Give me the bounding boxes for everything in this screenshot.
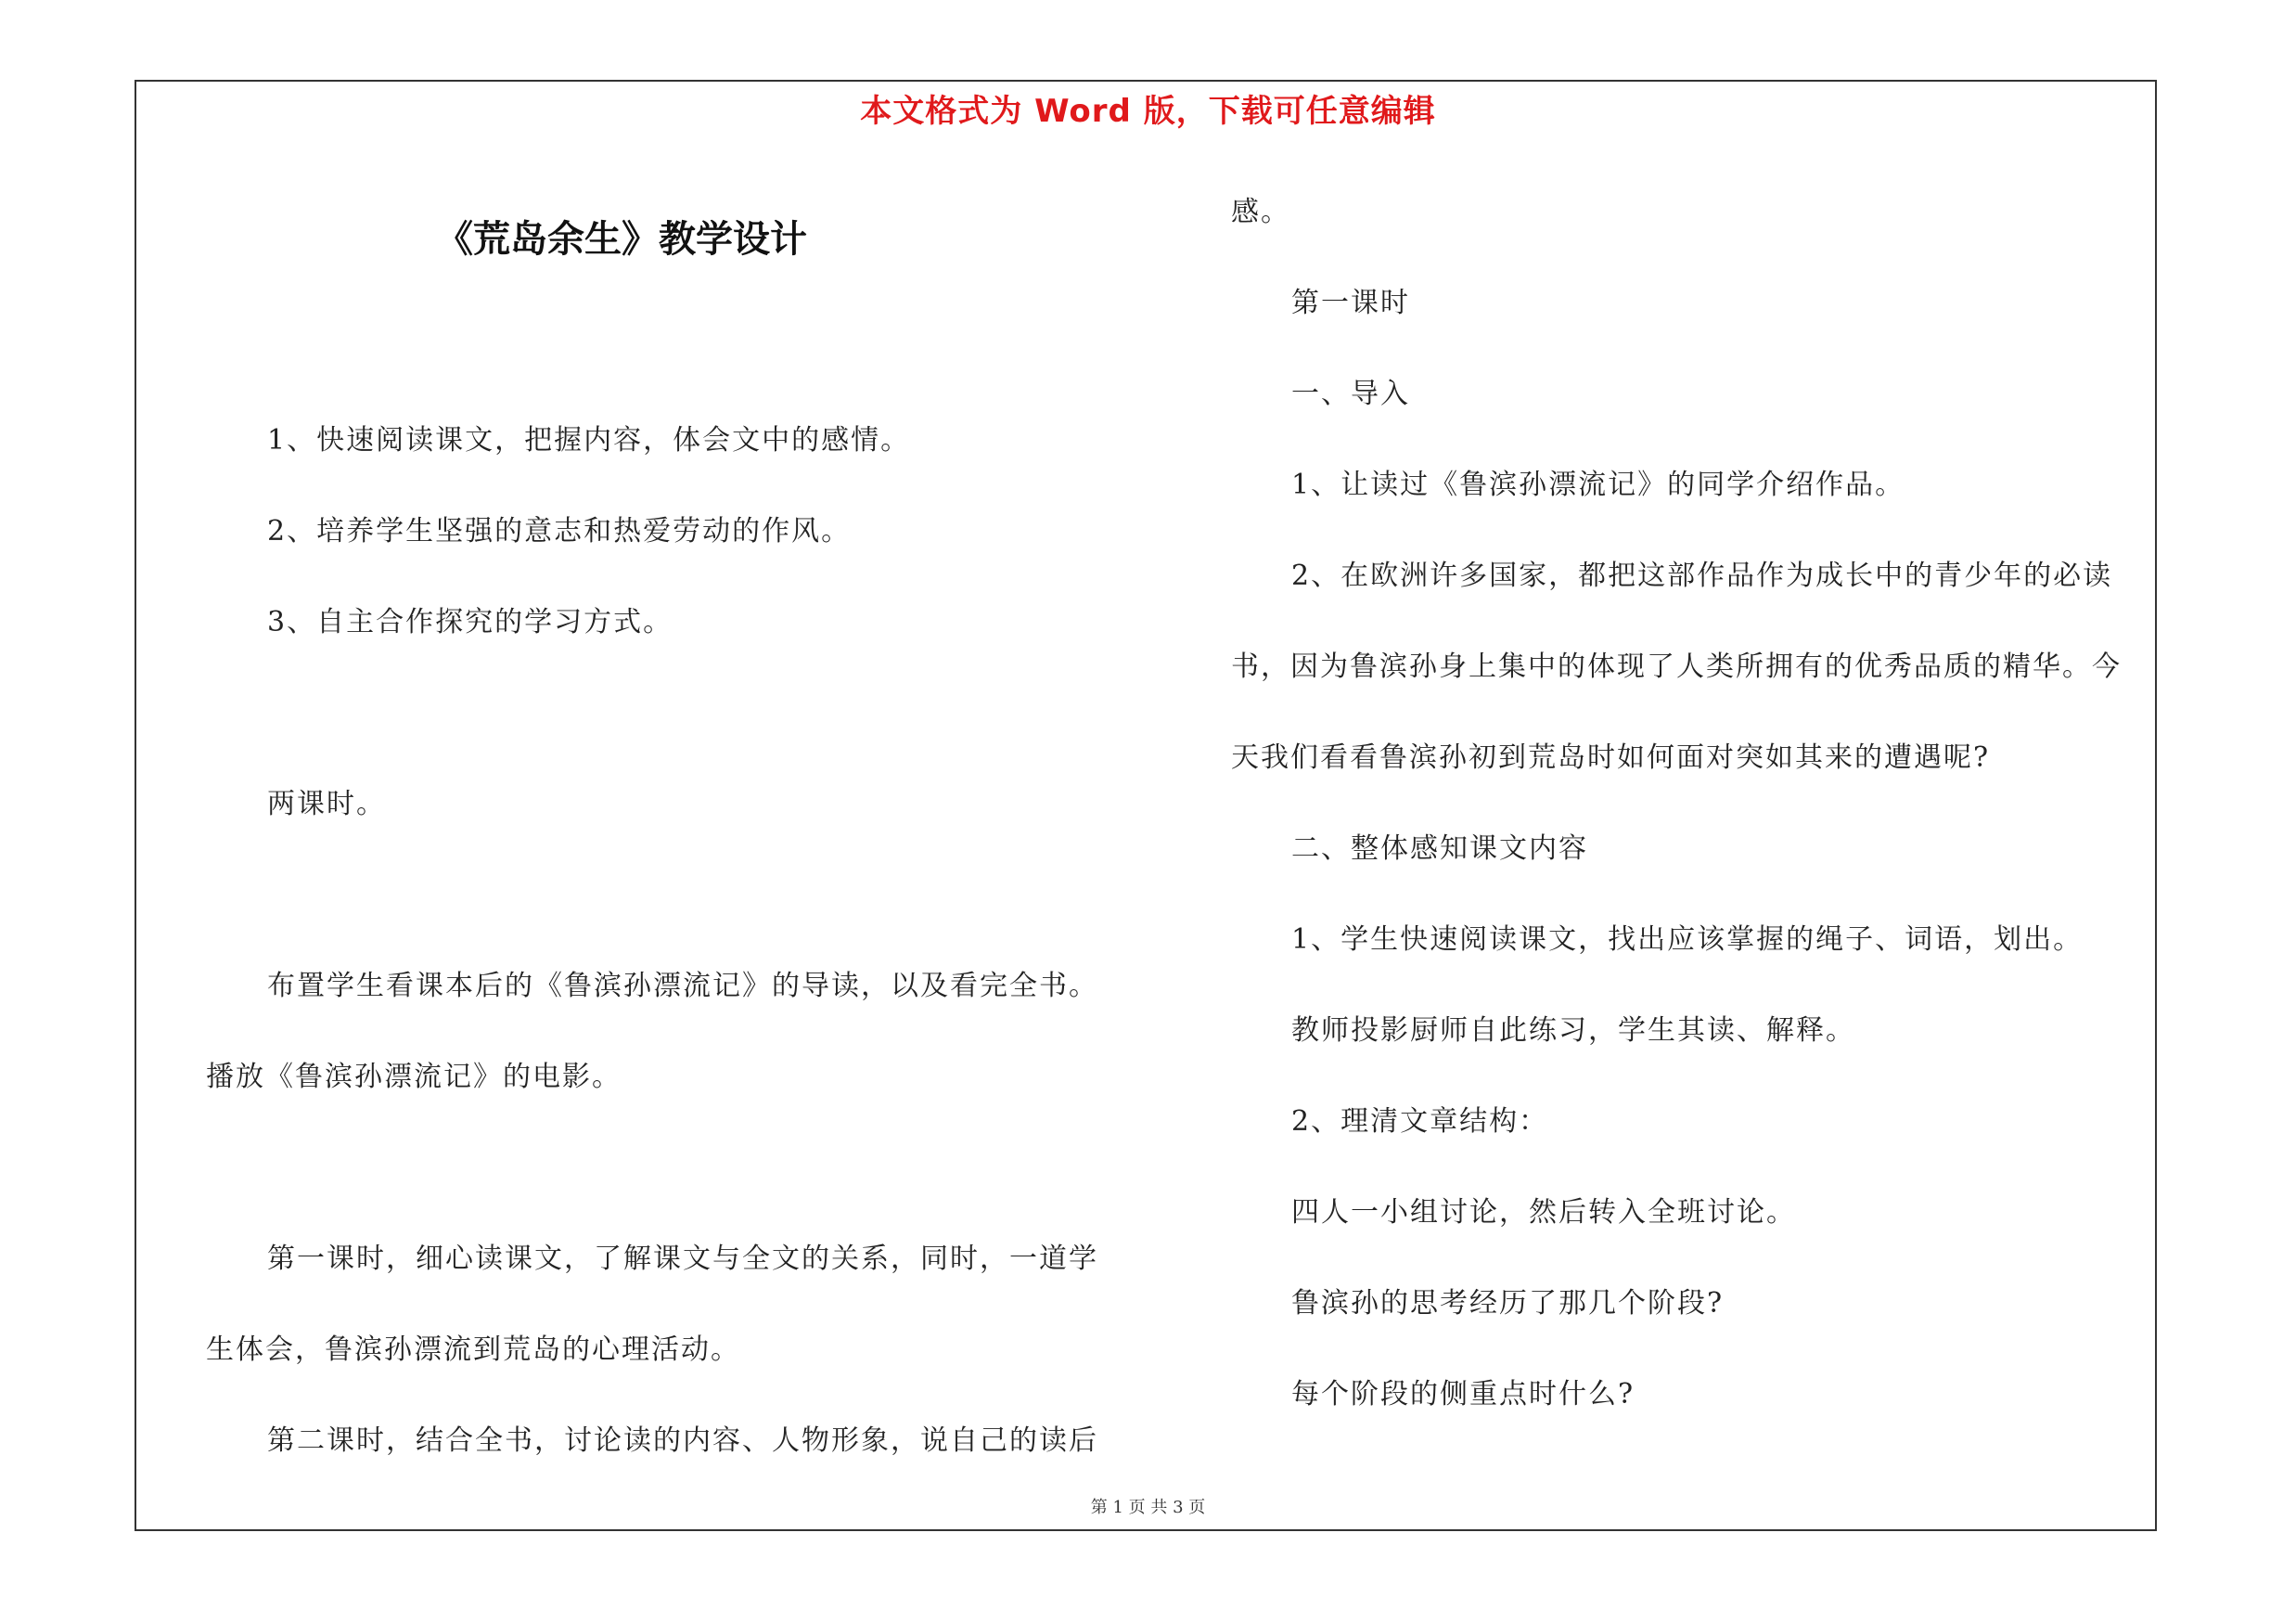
objective-line: 1、快速阅读课文，把握内容，体会文中的感情。 [267,424,911,457]
page-number-footer: 第 1 页 共 3 页 [1090,1498,1206,1517]
body-line: 1、学生快速阅读课文，找出应该掌握的绳子、词语，划出。 [1291,923,2084,956]
page-frame [135,80,2157,1531]
section-heading: 一、导入 [1291,378,1410,410]
section-heading: 二、整体感知课文内容 [1291,832,1588,865]
lesson-plan-line: 第二课时，结合全书，讨论读的内容、人物形象，说自己的读后 [267,1424,1098,1457]
lesson-plan-line: 生体会，鲁滨孙漂流到荒岛的心理活动。 [206,1333,740,1366]
body-line: 天我们看看鲁滨孙初到荒岛时如何面对突如其来的遭遇呢? [1231,741,1991,774]
preparation-line: 播放《鲁滨孙漂流记》的电影。 [206,1061,622,1093]
objective-line: 3、自主合作探究的学习方式。 [267,606,673,638]
body-line: 2、理清文章结构： [1291,1105,1549,1138]
body-line: 教师投影厨师自此练习，学生其读、解释。 [1291,1014,1855,1047]
body-line: 书，因为鲁滨孙身上集中的体现了人类所拥有的优秀品质的精华。今 [1231,650,2122,683]
body-line: 每个阶段的侧重点时什么? [1291,1378,1635,1410]
objective-line: 2、培养学生坚强的意志和热爱劳动的作风。 [267,515,852,547]
body-line: 鲁滨孙的思考经历了那几个阶段? [1291,1287,1725,1320]
body-line: 1、让读过《鲁滨孙漂流记》的同学介绍作品。 [1291,469,1905,501]
preparation-line: 布置学生看课本后的《鲁滨孙漂流记》的导读，以及看完全书。 [267,970,1098,1002]
lesson-plan-line: 第一课时，细心读课文，了解课文与全文的关系，同时，一道学 [267,1243,1098,1275]
body-line: 四人一小组讨论，然后转入全班讨论。 [1291,1196,1796,1229]
section-heading: 第一课时 [1291,287,1410,319]
document-title: 《荒岛余生》教学设计 [436,218,807,261]
word-format-banner: 本文格式为 Word 版，下载可任意编辑 [860,93,1436,130]
class-hours-line: 两课时。 [267,788,386,820]
continuation-line: 感。 [1231,196,1290,228]
body-line: 2、在欧洲许多国家，都把这部作品作为成长中的青少年的必读 [1291,560,2113,592]
